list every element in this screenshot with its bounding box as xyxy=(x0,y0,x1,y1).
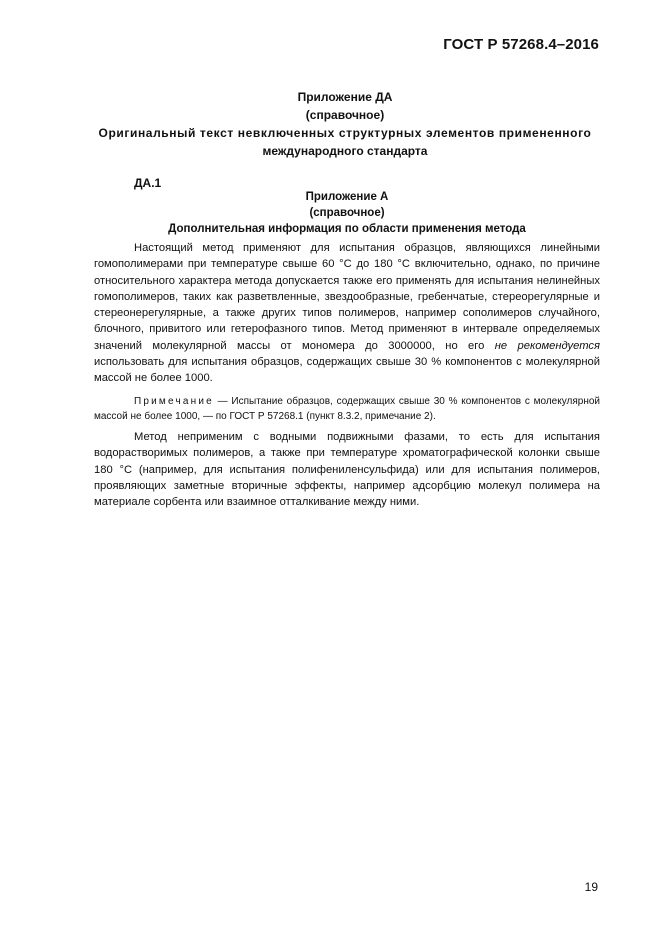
inner-appendix-type: (справочное) xyxy=(309,207,385,219)
section-label: ДА.1 xyxy=(134,176,162,190)
appendix-type: (справочное) xyxy=(305,108,385,122)
note-paragraph xyxy=(94,395,600,424)
document-code: ГОСТ Р 57268.4–2016 xyxy=(443,36,599,53)
scope-paragraph-emphasis: не рекомендуется xyxy=(494,339,601,352)
appendix-subtitle-line-2: международного стандарта xyxy=(262,144,428,158)
appendix-subtitle-line-1: Оригинальный текст невключенных структурных элементов примененного xyxy=(98,126,592,140)
scope-paragraph xyxy=(94,240,600,387)
scope-paragraph-text-2: использовать для испытания образцов, содержащих свыше 30 % компонентов с молекулярной массой не более 1000. xyxy=(94,356,600,385)
note-text: — Испытание образцов, содержащих свыше 30 % компонентов с молекулярной массой не более 1000, — по ГОСТ Р 57268.1 (пункт 8.3.2, примечание 2). xyxy=(94,396,600,422)
inner-appendix-heading xyxy=(94,189,600,237)
appendix-heading xyxy=(60,88,630,160)
note-label: Примечание xyxy=(134,396,214,407)
inner-appendix-title: Приложение А xyxy=(305,191,389,203)
page-number: 19 xyxy=(584,880,598,894)
limitations-paragraph: Метод неприменим с водными подвижными фазами, то есть для испытания водорастворимых полимеров, а также при температуре хроматографической колонки свыше 180 °С (например, для испытания полифениленсульфида) или для испытания полимеров, проявляющих заметные вторичные эффекты, например адсорбцию молекул полимера на материале сорбента или взаимное отталкивание между ними. xyxy=(94,431,600,509)
inner-appendix-subtitle: Дополнительная информация по области применения метода xyxy=(168,223,526,235)
scope-paragraph-text-1: Настоящий метод применяют для испытания образцов, являющихся линейными гомополимерами при температуре свыше 60 °С до 180 °С включительно, однако, по причине относительного характера метода допускается также его применять для испытания нелинейных гомополимеров, таких как разветвленные, звездообразные, гребенчатые, стереорегулярные и стереонерегулярные, а также других типов полимеров, например сополимеров случайного, блочного, привитого или гетерофазного типов. Метод применяют в интервале определяемых значений молекулярной массы от мономера до 3000000, но его xyxy=(94,242,600,352)
appendix-title: Приложение ДА xyxy=(297,90,393,104)
